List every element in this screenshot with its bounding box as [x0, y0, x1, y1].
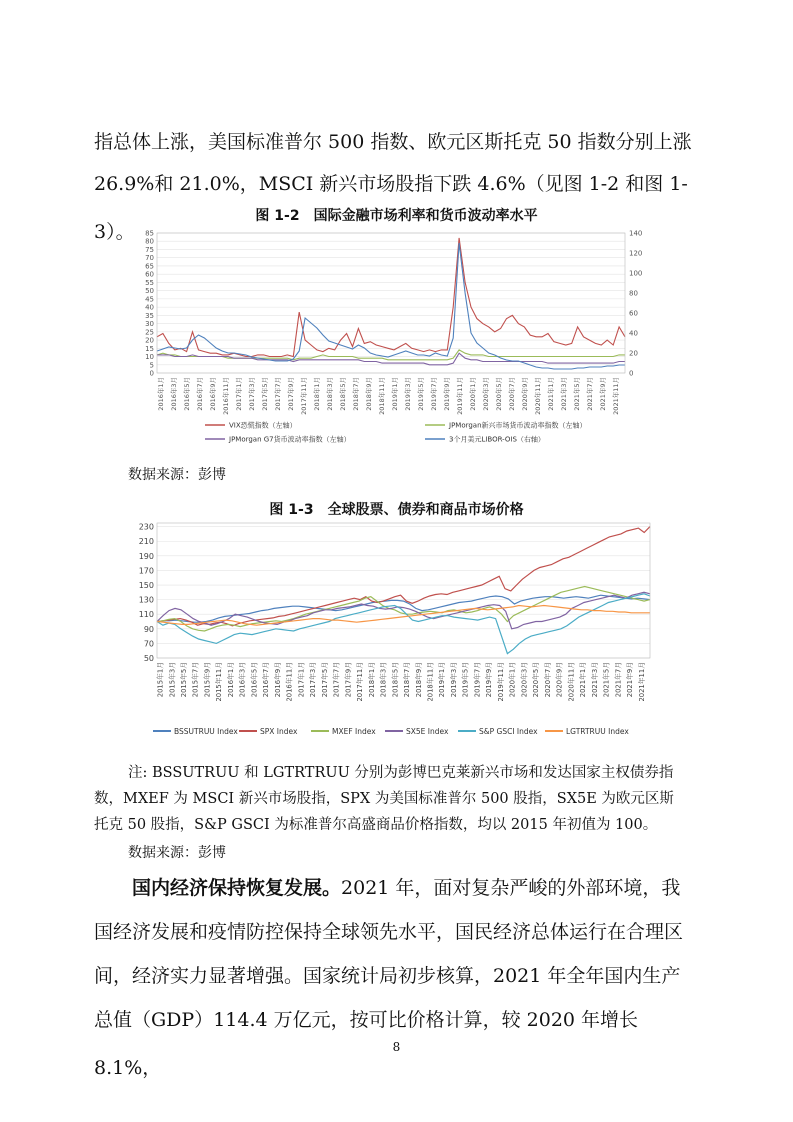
x-tick-label: 2019年9月	[485, 662, 494, 698]
figure-1-3-source: 数据来源：彭博	[128, 845, 226, 861]
x-tick-label: 2020年1月	[468, 377, 477, 411]
x-tick-label: 2015年3月	[168, 662, 177, 698]
y-left-tick-label: 65	[145, 262, 154, 271]
x-tick-label: 2018年7月	[403, 662, 412, 698]
figure-1-2-chart	[125, 225, 685, 465]
legend-label: S&P GSCI Index	[479, 727, 538, 736]
x-tick-label: 2015年7月	[191, 662, 200, 698]
y-left-tick-label: 5	[149, 361, 154, 370]
legend-label: JPMorgan G7货币波动率指数（左轴）	[229, 435, 351, 444]
y-left-tick-label: 0	[149, 369, 154, 378]
y-right-tick-label: 80	[629, 289, 638, 298]
y-right-tick-label: 120	[629, 249, 643, 258]
paragraph-text: 2021 年，面对复杂严峻的外部环境，我	[341, 877, 681, 899]
x-tick-label: 2020年11月	[567, 662, 576, 702]
x-tick-label: 2017年11月	[356, 662, 365, 702]
x-tick-label: 2017年9月	[344, 662, 353, 698]
y-right-tick-label: 140	[629, 229, 643, 238]
note-line: 数，MXEF 为 MSCI 新兴市场股指，SPX 为美国标准普尔 500 股指，SX5E 为欧元区斯	[94, 791, 674, 807]
legend-label: VIX恐慌指数（左轴）	[229, 421, 297, 430]
x-tick-label: 2016年5月	[250, 662, 259, 698]
figure-1-2-caption: 图 1-2 国际金融市场利率和货币波动率水平	[255, 208, 538, 224]
figure-1-2-source: 数据来源：彭博	[128, 467, 226, 483]
legend-label: LGTRTRUU Index	[566, 727, 629, 736]
y-tick-label: 190	[138, 551, 154, 561]
x-tick-label: 2018年5月	[391, 662, 400, 698]
x-tick-label: 2021年7月	[585, 377, 594, 411]
x-tick-label: 2018年11月	[426, 662, 435, 702]
x-tick-label: 2018年9月	[364, 377, 373, 411]
x-tick-label: 2018年5月	[338, 377, 347, 411]
x-tick-label: 2016年1月	[156, 377, 165, 411]
x-tick-label: 2016年7月	[262, 662, 271, 698]
x-tick-label: 2019年1月	[390, 377, 399, 411]
x-tick-label: 2018年1月	[367, 662, 376, 698]
x-tick-label: 2020年1月	[508, 662, 517, 698]
x-tick-label: 2016年5月	[182, 377, 191, 411]
legend-label: BSSUTRUU Index	[174, 727, 238, 736]
x-tick-label: 2018年3月	[325, 377, 334, 411]
y-left-tick-label: 55	[145, 278, 154, 287]
paragraph-line	[94, 864, 700, 912]
x-tick-label: 2017年7月	[332, 662, 341, 698]
x-tick-label: 2021年11月	[611, 377, 620, 415]
x-tick-label: 2021年9月	[598, 377, 607, 411]
x-tick-label: 2020年7月	[507, 377, 516, 411]
y-left-tick-label: 80	[145, 237, 154, 246]
paragraph-line: 国经济发展和疫情防控保持全球领先水平，国民经济总体运行在合理区	[94, 921, 684, 943]
x-tick-label: 2019年11月	[496, 662, 505, 702]
x-tick-label: 2021年1月	[546, 377, 555, 411]
x-tick-label: 2017年1月	[297, 662, 306, 698]
bold-lead: 国内经济保持恢复发展。	[132, 877, 342, 899]
legend-label: SX5E Index	[406, 727, 449, 736]
x-tick-label: 2020年3月	[481, 377, 490, 411]
x-tick-label: 2020年7月	[543, 662, 552, 698]
y-left-tick-label: 25	[145, 328, 154, 337]
x-tick-label: 2021年3月	[590, 662, 599, 698]
y-left-tick-label: 45	[145, 295, 154, 304]
y-tick-label: 170	[138, 566, 154, 576]
x-tick-label: 2018年11月	[377, 377, 386, 415]
figure-1-3-caption: 图 1-3 全球股票、债券和商品市场价格	[269, 502, 524, 518]
x-tick-label: 2015年9月	[203, 662, 212, 698]
note-line: 托克 50 股指，S&P GSCI 为标准普尔高盛商品价格指数，均以 2015 年初值为 100。	[94, 817, 658, 833]
y-left-tick-label: 15	[145, 344, 154, 353]
y-tick-label: 110	[138, 610, 154, 620]
x-tick-label: 2015年5月	[179, 662, 188, 698]
x-tick-label: 2017年11月	[299, 377, 308, 415]
x-tick-label: 2021年11月	[637, 662, 646, 702]
y-left-tick-label: 35	[145, 311, 154, 320]
y-tick-label: 150	[138, 581, 154, 591]
x-tick-label: 2018年7月	[351, 377, 360, 411]
x-tick-label: 2017年3月	[247, 377, 256, 411]
figure-1-3-chart	[135, 519, 655, 744]
x-tick-label: 2017年7月	[273, 377, 282, 411]
y-tick-label: 230	[138, 522, 154, 532]
paragraph-line: 间，经济实力显著增强。国家统计局初步核算，2021 年全年国内生产	[94, 965, 681, 987]
legend-label: 3个月美元LIBOR-OIS（右轴）	[449, 435, 545, 444]
legend-label: MXEF Index	[332, 727, 376, 736]
y-right-tick-label: 100	[629, 269, 643, 278]
y-left-tick-label: 20	[145, 336, 154, 345]
x-tick-label: 2019年1月	[438, 662, 447, 698]
legend-label: JPMorgan新兴市场货币波动率指数（左轴）	[449, 421, 587, 430]
y-left-tick-label: 40	[145, 303, 154, 312]
x-tick-label: 2021年9月	[626, 662, 635, 698]
x-tick-label: 2020年9月	[520, 377, 529, 411]
note-line: 注: BSSUTRUU 和 LGTRTRUU 分别为彭博巴克莱新兴市场和发达国家主权债券指	[128, 765, 674, 781]
x-tick-label: 2018年1月	[312, 377, 321, 411]
x-tick-label: 2019年3月	[449, 662, 458, 698]
paragraph-line: 总值（GDP）114.4 万亿元，按可比价格计算，较 2020 年增长 8.1%，	[94, 1009, 639, 1079]
x-tick-label: 2016年3月	[238, 662, 247, 698]
x-tick-label: 2016年7月	[195, 377, 204, 411]
y-tick-label: 70	[143, 639, 154, 649]
y-tick-label: 50	[143, 654, 154, 663]
y-left-tick-label: 75	[145, 245, 154, 254]
x-tick-label: 2021年5月	[572, 377, 581, 411]
x-tick-label: 2016年9月	[208, 377, 217, 411]
x-tick-label: 2020年11月	[533, 377, 542, 415]
x-tick-label: 2020年5月	[532, 662, 541, 698]
series-line	[157, 243, 625, 369]
y-left-tick-label: 60	[145, 270, 154, 279]
x-tick-label: 2016年3月	[169, 377, 178, 411]
y-left-tick-label: 70	[145, 254, 154, 263]
page-number: 8	[392, 1040, 401, 1054]
paragraph-line: 26.9%和 21.0%，MSCI 新兴市场股指下跌 4.6%（见图 1-2 和图 1-3）。	[94, 173, 688, 243]
x-tick-label: 2019年5月	[416, 377, 425, 411]
x-tick-label: 2017年5月	[260, 377, 269, 411]
y-right-tick-label: 60	[629, 309, 638, 318]
y-right-tick-label: 20	[629, 349, 638, 358]
x-tick-label: 2020年9月	[555, 662, 564, 698]
x-tick-label: 2016年1月	[226, 662, 235, 698]
y-left-tick-label: 30	[145, 320, 154, 329]
y-right-tick-label: 40	[629, 329, 638, 338]
x-tick-label: 2020年3月	[520, 662, 529, 698]
x-tick-label: 2020年5月	[494, 377, 503, 411]
x-tick-label: 2017年1月	[234, 377, 243, 411]
x-tick-label: 2018年9月	[414, 662, 423, 698]
x-tick-label: 2019年7月	[429, 377, 438, 411]
x-tick-label: 2018年3月	[379, 662, 388, 698]
x-tick-label: 2016年11月	[285, 662, 294, 702]
x-tick-label: 2017年3月	[309, 662, 318, 698]
x-tick-label: 2019年9月	[442, 377, 451, 411]
y-left-tick-label: 50	[145, 287, 154, 296]
x-tick-label: 2015年11月	[215, 662, 224, 702]
y-tick-label: 130	[138, 595, 154, 605]
x-tick-label: 2015年1月	[156, 662, 165, 698]
y-right-tick-label: 0	[629, 369, 634, 378]
x-tick-label: 2019年5月	[461, 662, 470, 698]
x-tick-label: 2016年9月	[273, 662, 282, 698]
x-tick-label: 2021年3月	[559, 377, 568, 411]
paragraph-line: 指总体上涨，美国标准普尔 500 指数、欧元区斯托克 50 指数分别上涨	[94, 131, 692, 153]
y-tick-label: 210	[138, 537, 154, 547]
plot-frame	[157, 233, 625, 373]
y-tick-label: 90	[143, 624, 154, 634]
legend-label: SPX Index	[260, 727, 298, 736]
x-tick-label: 2019年7月	[473, 662, 482, 698]
x-tick-label: 2017年5月	[320, 662, 329, 698]
plot-frame	[157, 523, 650, 658]
series-line	[157, 594, 650, 654]
x-tick-label: 2021年5月	[602, 662, 611, 698]
y-left-tick-label: 10	[145, 353, 154, 362]
x-tick-label: 2021年1月	[579, 662, 588, 698]
y-left-tick-label: 85	[145, 229, 154, 238]
x-tick-label: 2019年11月	[455, 377, 464, 415]
x-tick-label: 2019年3月	[403, 377, 412, 411]
x-tick-label: 2021年7月	[614, 662, 623, 698]
x-tick-label: 2017年9月	[286, 377, 295, 411]
x-tick-label: 2016年11月	[221, 377, 230, 415]
series-line	[157, 238, 625, 357]
